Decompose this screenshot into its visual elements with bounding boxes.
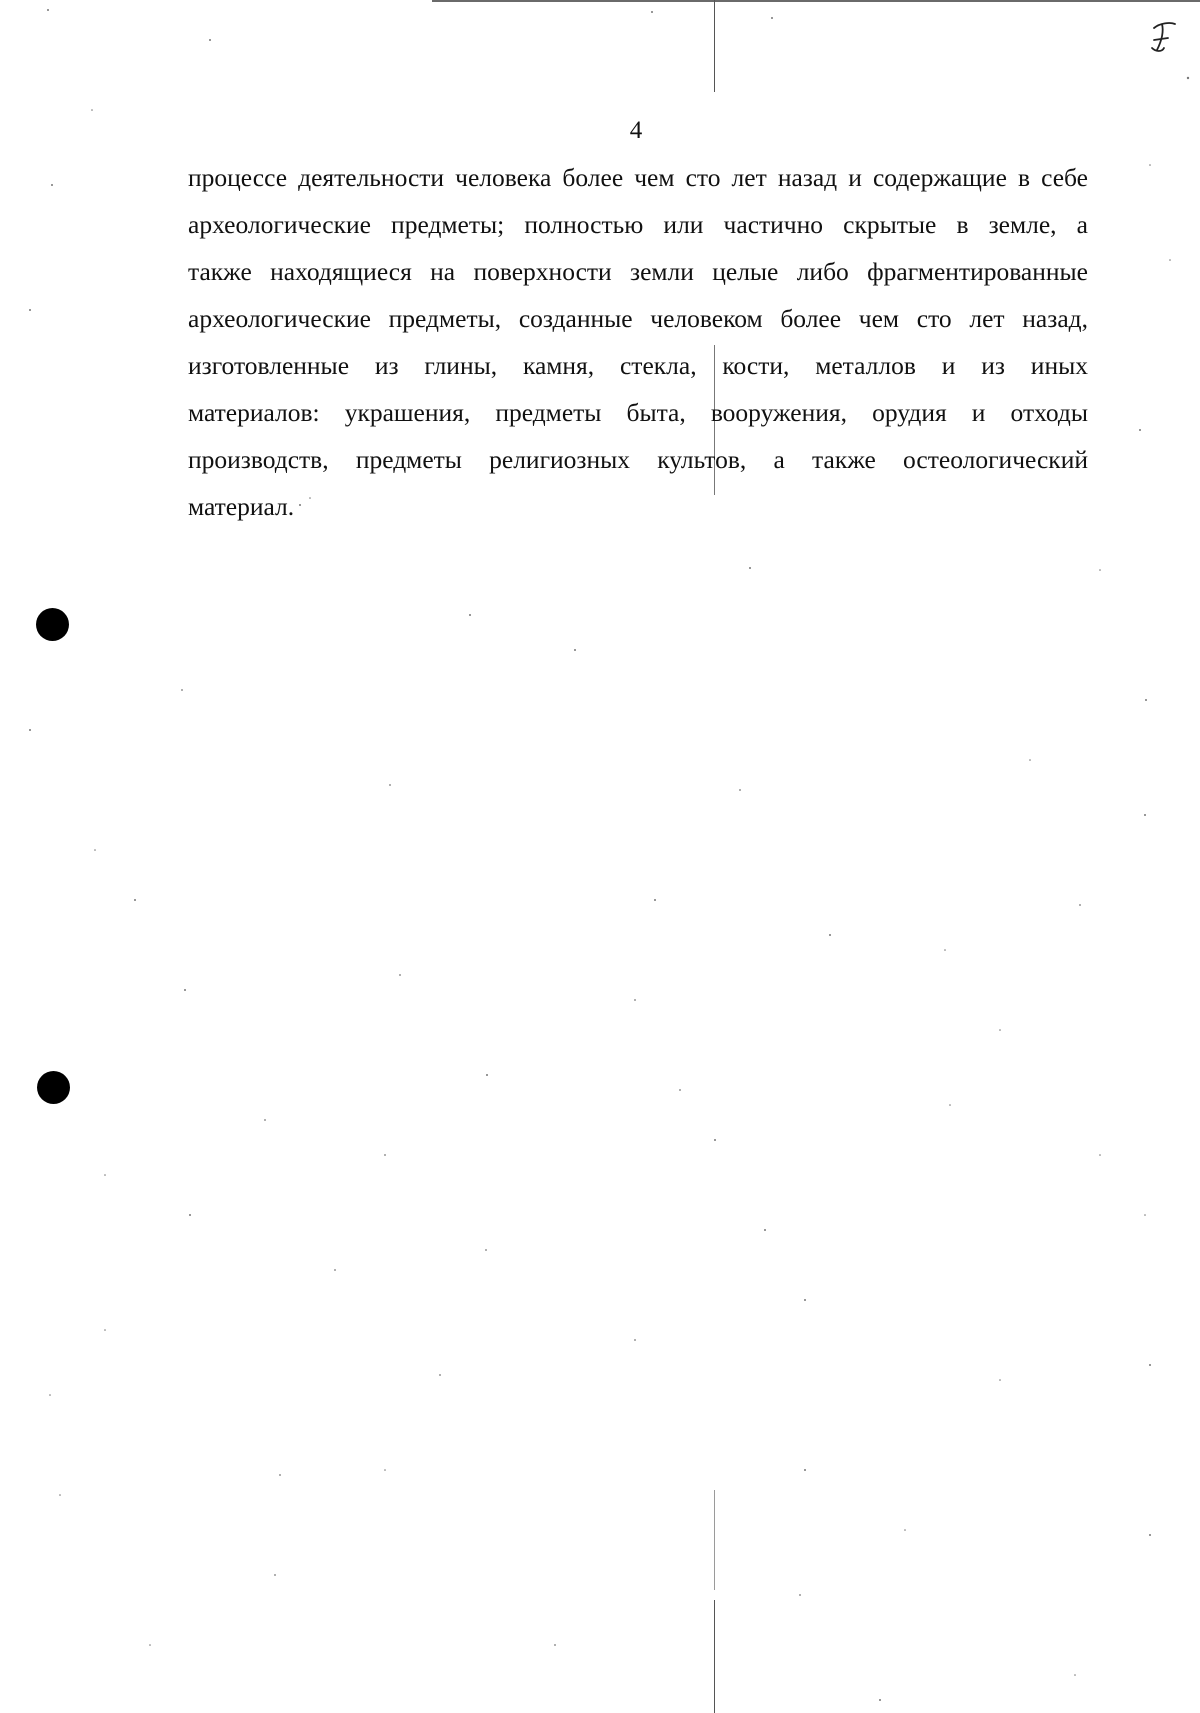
- punch-hole: [36, 608, 69, 641]
- text-line: материалов: украшения, предметы быта, вооружения, орудия и отходы: [188, 398, 1088, 427]
- fold-line: [714, 0, 715, 92]
- text-line: материал.: [188, 492, 295, 521]
- text-line: производств, предметы религиозных культов, а также остеологический: [188, 445, 1088, 474]
- fold-line: [714, 1490, 715, 1590]
- text-line: также находящиеся на поверхности земли целые либо фрагментированные: [188, 257, 1088, 286]
- page-number: 4: [629, 117, 643, 144]
- text-line: археологические предметы, созданные человеком более чем сто лет назад,: [188, 304, 1088, 333]
- text-line: изготовленные из глины, камня, стекла, кости, металлов и из иных: [188, 351, 1088, 380]
- text-line: процессе деятельности человека более чем сто лет назад и содержащие в себе: [188, 163, 1088, 192]
- fold-line: [714, 1600, 715, 1713]
- handwritten-initial-icon: [1148, 18, 1178, 58]
- punch-hole: [37, 1071, 70, 1104]
- body-paragraph: [188, 154, 1088, 530]
- text-line: археологические предметы; полностью или частично скрытые в земле, а: [188, 210, 1088, 239]
- top-edge-rule: [432, 0, 1200, 2]
